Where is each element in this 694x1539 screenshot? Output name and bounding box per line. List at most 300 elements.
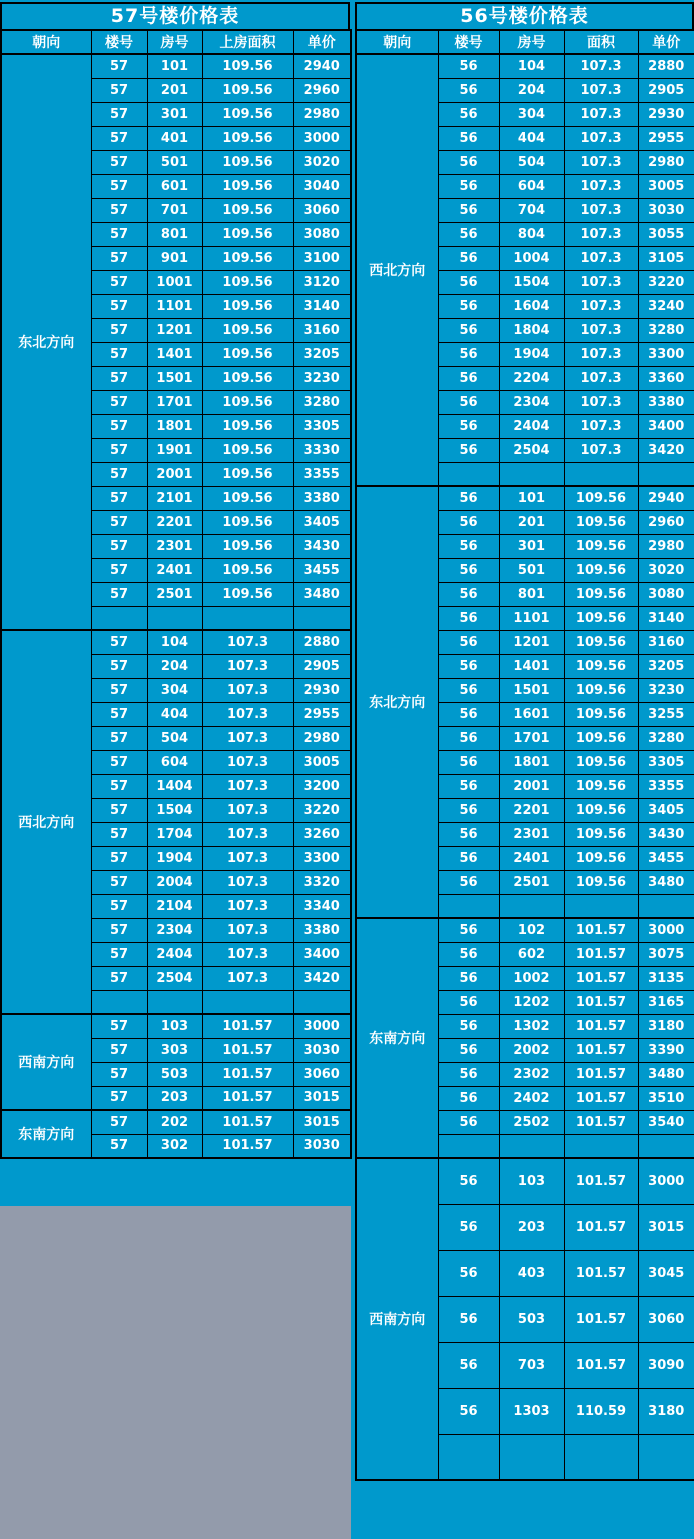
building-no-cell: 57 — [91, 318, 147, 342]
room-no-cell: 102 — [499, 918, 564, 942]
column-header-orientation: 朝向 — [356, 30, 438, 54]
room-no-cell: 2204 — [499, 366, 564, 390]
price-cell: 3220 — [293, 798, 351, 822]
price-cell: 3360 — [638, 366, 694, 390]
price-cell: 3255 — [638, 702, 694, 726]
area-cell: 109.56 — [564, 630, 638, 654]
area-cell: 109.56 — [202, 54, 293, 78]
area-cell: 109.56 — [202, 198, 293, 222]
building-no-cell: 57 — [91, 1110, 147, 1134]
area-cell: 101.57 — [564, 1014, 638, 1038]
building-no-cell: 56 — [438, 798, 499, 822]
price-cell: 2980 — [638, 534, 694, 558]
building-no-cell: 57 — [91, 798, 147, 822]
room-no-cell — [499, 894, 564, 918]
building-57-price-table — [0, 2, 350, 1159]
building-no-cell: 57 — [91, 558, 147, 582]
price-cell: 3015 — [293, 1086, 351, 1110]
building-no-cell: 57 — [91, 510, 147, 534]
table-row — [356, 54, 694, 78]
background-gray-area — [0, 1206, 351, 1539]
room-no-cell: 301 — [499, 534, 564, 558]
room-no-cell: 201 — [499, 510, 564, 534]
column-header-area: 上房面积 — [202, 30, 293, 54]
building-no-cell: 57 — [91, 894, 147, 918]
price-cell: 3000 — [293, 1014, 351, 1038]
building-no-cell: 57 — [91, 390, 147, 414]
area-cell: 109.56 — [564, 846, 638, 870]
price-cell: 3060 — [293, 198, 351, 222]
room-no-cell: 1804 — [499, 318, 564, 342]
price-cell: 3180 — [638, 1014, 694, 1038]
room-no-cell: 2502 — [499, 1110, 564, 1134]
room-no-cell: 901 — [147, 246, 202, 270]
room-no-cell: 1601 — [499, 702, 564, 726]
price-cell: 2955 — [293, 702, 351, 726]
building-no-cell: 56 — [438, 486, 499, 510]
building-no-cell: 56 — [438, 318, 499, 342]
price-cell: 3140 — [293, 294, 351, 318]
room-no-cell: 2401 — [147, 558, 202, 582]
price-cell: 3140 — [638, 606, 694, 630]
price-cell: 3230 — [293, 366, 351, 390]
room-no-cell: 1303 — [499, 1388, 564, 1434]
price-cell: 2980 — [293, 726, 351, 750]
orientation-cell: 东北方向 — [1, 54, 91, 630]
building-no-cell: 56 — [438, 102, 499, 126]
area-cell: 109.56 — [564, 774, 638, 798]
price-cell — [638, 462, 694, 486]
price-cell: 3100 — [293, 246, 351, 270]
column-header-price: 单价 — [293, 30, 351, 54]
room-no-cell: 301 — [147, 102, 202, 126]
room-no-cell: 1101 — [147, 294, 202, 318]
area-cell: 109.56 — [564, 798, 638, 822]
table-row — [356, 486, 694, 510]
area-cell: 107.3 — [564, 366, 638, 390]
room-no-cell: 2002 — [499, 1038, 564, 1062]
room-no-cell: 2404 — [147, 942, 202, 966]
room-no-cell: 1404 — [147, 774, 202, 798]
area-cell: 101.57 — [202, 1134, 293, 1158]
price-cell: 3300 — [638, 342, 694, 366]
building-no-cell: 57 — [91, 966, 147, 990]
area-cell: 101.57 — [564, 966, 638, 990]
orientation-cell: 西南方向 — [1, 1014, 91, 1110]
table-row — [1, 1014, 351, 1038]
area-cell: 101.57 — [564, 1158, 638, 1204]
price-cell: 3480 — [293, 582, 351, 606]
price-grid-56 — [355, 29, 694, 1481]
building-no-cell: 56 — [438, 942, 499, 966]
room-no-cell: 2501 — [499, 870, 564, 894]
building-no-cell: 56 — [438, 126, 499, 150]
room-no-cell: 2402 — [499, 1086, 564, 1110]
price-grid-57 — [0, 29, 352, 1159]
price-cell: 3280 — [293, 390, 351, 414]
room-no-cell: 204 — [147, 654, 202, 678]
price-cell — [293, 606, 351, 630]
price-cell: 3000 — [638, 918, 694, 942]
building-no-cell: 56 — [438, 1250, 499, 1296]
building-no-cell: 57 — [91, 846, 147, 870]
building-no-cell: 56 — [438, 966, 499, 990]
area-cell: 109.56 — [564, 582, 638, 606]
price-cell: 3120 — [293, 270, 351, 294]
area-cell: 107.3 — [564, 150, 638, 174]
area-cell: 107.3 — [564, 102, 638, 126]
area-cell: 107.3 — [564, 78, 638, 102]
price-cell: 2940 — [638, 486, 694, 510]
area-cell — [202, 606, 293, 630]
price-cell: 3260 — [293, 822, 351, 846]
area-cell: 109.56 — [202, 582, 293, 606]
building-no-cell: 57 — [91, 294, 147, 318]
room-no-cell: 504 — [499, 150, 564, 174]
price-cell: 3020 — [638, 558, 694, 582]
price-cell: 3180 — [638, 1388, 694, 1434]
orientation-cell: 西北方向 — [1, 630, 91, 1014]
area-cell: 109.56 — [564, 750, 638, 774]
price-cell: 3160 — [638, 630, 694, 654]
header-row — [356, 30, 694, 54]
room-no-cell: 2201 — [499, 798, 564, 822]
price-cell: 3030 — [293, 1038, 351, 1062]
room-no-cell: 501 — [499, 558, 564, 582]
area-cell: 109.56 — [202, 78, 293, 102]
area-cell: 107.3 — [564, 174, 638, 198]
building-no-cell: 56 — [438, 606, 499, 630]
room-no-cell: 304 — [147, 678, 202, 702]
area-cell: 107.3 — [202, 870, 293, 894]
building-no-cell: 57 — [91, 102, 147, 126]
building-no-cell — [438, 462, 499, 486]
price-cell: 3055 — [638, 222, 694, 246]
building-no-cell: 56 — [438, 150, 499, 174]
room-no-cell: 501 — [147, 150, 202, 174]
area-cell: 109.56 — [564, 606, 638, 630]
room-no-cell: 104 — [499, 54, 564, 78]
table-title-57: 57号楼价格表 — [0, 2, 350, 31]
area-cell: 107.3 — [564, 342, 638, 366]
price-cell: 3400 — [638, 414, 694, 438]
price-cell: 2905 — [638, 78, 694, 102]
room-no-cell: 604 — [147, 750, 202, 774]
room-no-cell: 1401 — [147, 342, 202, 366]
area-cell: 109.56 — [202, 342, 293, 366]
room-no-cell: 1201 — [147, 318, 202, 342]
room-no-cell: 404 — [499, 126, 564, 150]
building-no-cell: 57 — [91, 678, 147, 702]
building-no-cell: 56 — [438, 846, 499, 870]
column-header-room: 房号 — [147, 30, 202, 54]
price-cell: 3355 — [293, 462, 351, 486]
room-no-cell: 303 — [147, 1038, 202, 1062]
building-no-cell: 56 — [438, 1296, 499, 1342]
room-no-cell — [499, 1134, 564, 1158]
room-no-cell: 1504 — [499, 270, 564, 294]
orientation-cell: 西北方向 — [356, 54, 438, 486]
room-no-cell: 801 — [499, 582, 564, 606]
building-no-cell: 56 — [438, 438, 499, 462]
room-no-cell: 1002 — [499, 966, 564, 990]
price-cell: 2980 — [638, 150, 694, 174]
area-cell: 109.56 — [202, 462, 293, 486]
price-cell: 2880 — [293, 630, 351, 654]
price-cell: 3030 — [293, 1134, 351, 1158]
area-cell: 107.3 — [564, 246, 638, 270]
area-cell: 101.57 — [564, 1086, 638, 1110]
area-cell — [564, 894, 638, 918]
area-cell: 107.3 — [564, 390, 638, 414]
price-cell: 3165 — [638, 990, 694, 1014]
room-no-cell: 2101 — [147, 486, 202, 510]
area-cell: 109.56 — [202, 270, 293, 294]
building-no-cell: 57 — [91, 918, 147, 942]
room-no-cell: 1501 — [499, 678, 564, 702]
area-cell: 109.56 — [202, 222, 293, 246]
room-no-cell: 602 — [499, 942, 564, 966]
building-no-cell: 57 — [91, 366, 147, 390]
building-no-cell: 57 — [91, 1014, 147, 1038]
area-cell: 109.56 — [202, 390, 293, 414]
building-no-cell: 57 — [91, 726, 147, 750]
area-cell: 109.56 — [202, 246, 293, 270]
area-cell: 107.3 — [202, 774, 293, 798]
room-no-cell: 103 — [147, 1014, 202, 1038]
room-no-cell: 1704 — [147, 822, 202, 846]
price-cell: 3020 — [293, 150, 351, 174]
price-cell: 3230 — [638, 678, 694, 702]
building-no-cell: 57 — [91, 246, 147, 270]
building-no-cell: 56 — [438, 558, 499, 582]
price-cell: 2960 — [638, 510, 694, 534]
price-cell — [638, 894, 694, 918]
price-cell — [638, 1134, 694, 1158]
price-cell: 3420 — [638, 438, 694, 462]
area-cell: 107.3 — [564, 438, 638, 462]
room-no-cell: 2504 — [147, 966, 202, 990]
building-no-cell: 57 — [91, 54, 147, 78]
area-cell — [202, 990, 293, 1014]
area-cell: 109.56 — [202, 558, 293, 582]
price-cell: 3380 — [293, 918, 351, 942]
building-no-cell — [438, 1434, 499, 1480]
area-cell: 109.56 — [202, 486, 293, 510]
area-cell: 109.56 — [202, 150, 293, 174]
area-cell: 109.56 — [202, 294, 293, 318]
orientation-cell: 东南方向 — [1, 1110, 91, 1158]
room-no-cell — [499, 462, 564, 486]
price-cell: 3135 — [638, 966, 694, 990]
price-cell: 2930 — [293, 678, 351, 702]
building-no-cell: 56 — [438, 78, 499, 102]
orientation-cell: 西南方向 — [356, 1158, 438, 1480]
area-cell: 110.59 — [564, 1388, 638, 1434]
table-row — [356, 918, 694, 942]
price-cell: 3340 — [293, 894, 351, 918]
building-no-cell: 56 — [438, 1388, 499, 1434]
building-no-cell: 56 — [438, 1086, 499, 1110]
price-cell: 2980 — [293, 102, 351, 126]
price-cell: 3455 — [293, 558, 351, 582]
area-cell: 107.3 — [202, 630, 293, 654]
room-no-cell: 101 — [147, 54, 202, 78]
area-cell: 109.56 — [202, 318, 293, 342]
area-cell: 101.57 — [564, 918, 638, 942]
building-no-cell: 57 — [91, 630, 147, 654]
price-cell: 2940 — [293, 54, 351, 78]
building-no-cell — [91, 990, 147, 1014]
room-no-cell: 304 — [499, 102, 564, 126]
building-no-cell: 56 — [438, 1204, 499, 1250]
price-cell: 3480 — [638, 1062, 694, 1086]
room-no-cell: 2501 — [147, 582, 202, 606]
building-no-cell: 57 — [91, 582, 147, 606]
building-no-cell: 56 — [438, 1014, 499, 1038]
room-no-cell: 1701 — [499, 726, 564, 750]
area-cell: 109.56 — [202, 366, 293, 390]
header-row — [1, 30, 351, 54]
area-cell: 107.3 — [202, 702, 293, 726]
area-cell: 101.57 — [202, 1110, 293, 1134]
area-cell: 101.57 — [202, 1086, 293, 1110]
building-no-cell: 56 — [438, 198, 499, 222]
area-cell: 109.56 — [202, 534, 293, 558]
price-cell: 3075 — [638, 942, 694, 966]
building-no-cell: 57 — [91, 486, 147, 510]
room-no-cell: 1604 — [499, 294, 564, 318]
area-cell: 101.57 — [564, 1204, 638, 1250]
area-cell: 107.3 — [202, 894, 293, 918]
building-no-cell: 57 — [91, 822, 147, 846]
price-cell: 3430 — [293, 534, 351, 558]
building-no-cell: 56 — [438, 702, 499, 726]
price-cell: 3080 — [293, 222, 351, 246]
building-no-cell: 56 — [438, 174, 499, 198]
price-cell — [638, 1434, 694, 1480]
price-cell: 3320 — [293, 870, 351, 894]
area-cell: 107.3 — [202, 966, 293, 990]
room-no-cell: 302 — [147, 1134, 202, 1158]
table-row — [1, 630, 351, 654]
building-no-cell: 56 — [438, 54, 499, 78]
price-cell: 3040 — [293, 174, 351, 198]
area-cell: 109.56 — [202, 174, 293, 198]
room-no-cell: 2302 — [499, 1062, 564, 1086]
room-no-cell: 203 — [499, 1204, 564, 1250]
price-cell: 3015 — [293, 1110, 351, 1134]
building-no-cell: 56 — [438, 870, 499, 894]
room-no-cell: 403 — [499, 1250, 564, 1296]
area-cell: 109.56 — [202, 510, 293, 534]
building-no-cell: 56 — [438, 414, 499, 438]
area-cell: 101.57 — [564, 990, 638, 1014]
area-cell: 107.3 — [564, 126, 638, 150]
price-cell: 2930 — [638, 102, 694, 126]
table-row — [356, 1158, 694, 1204]
price-cell: 3240 — [638, 294, 694, 318]
price-cell: 3080 — [638, 582, 694, 606]
room-no-cell: 101 — [499, 486, 564, 510]
room-no-cell — [147, 606, 202, 630]
area-cell: 109.56 — [564, 486, 638, 510]
building-no-cell: 57 — [91, 414, 147, 438]
area-cell: 101.57 — [564, 1062, 638, 1086]
table-row — [1, 1110, 351, 1134]
price-cell: 3300 — [293, 846, 351, 870]
area-cell: 109.56 — [564, 726, 638, 750]
area-cell: 109.56 — [564, 678, 638, 702]
room-no-cell: 1501 — [147, 366, 202, 390]
building-no-cell: 56 — [438, 990, 499, 1014]
area-cell: 107.3 — [564, 222, 638, 246]
room-no-cell — [147, 990, 202, 1014]
price-cell: 3405 — [293, 510, 351, 534]
building-no-cell: 56 — [438, 246, 499, 270]
price-cell: 3400 — [293, 942, 351, 966]
area-cell: 107.3 — [202, 822, 293, 846]
table-row — [1, 54, 351, 78]
price-cell: 3000 — [293, 126, 351, 150]
area-cell: 109.56 — [564, 534, 638, 558]
price-cell: 3015 — [638, 1204, 694, 1250]
area-cell: 107.3 — [202, 918, 293, 942]
area-cell: 107.3 — [202, 654, 293, 678]
building-no-cell: 56 — [438, 750, 499, 774]
room-no-cell: 1801 — [147, 414, 202, 438]
area-cell: 101.57 — [564, 1038, 638, 1062]
price-cell: 3000 — [638, 1158, 694, 1204]
building-no-cell: 56 — [438, 222, 499, 246]
room-no-cell: 1901 — [147, 438, 202, 462]
price-cell: 3030 — [638, 198, 694, 222]
building-no-cell: 57 — [91, 702, 147, 726]
building-no-cell: 56 — [438, 342, 499, 366]
area-cell — [564, 462, 638, 486]
room-no-cell: 701 — [147, 198, 202, 222]
area-cell: 107.3 — [564, 198, 638, 222]
area-cell: 109.56 — [202, 126, 293, 150]
area-cell: 107.3 — [564, 414, 638, 438]
building-no-cell: 56 — [438, 1062, 499, 1086]
room-no-cell: 2301 — [499, 822, 564, 846]
building-no-cell: 57 — [91, 126, 147, 150]
building-no-cell: 56 — [438, 534, 499, 558]
room-no-cell: 2304 — [499, 390, 564, 414]
building-no-cell — [91, 606, 147, 630]
column-header-area: 面积 — [564, 30, 638, 54]
area-cell: 101.57 — [202, 1014, 293, 1038]
area-cell: 107.3 — [202, 726, 293, 750]
room-no-cell: 2001 — [147, 462, 202, 486]
area-cell — [564, 1434, 638, 1480]
area-cell: 101.57 — [564, 1296, 638, 1342]
price-cell: 3380 — [638, 390, 694, 414]
building-no-cell: 56 — [438, 822, 499, 846]
area-cell: 107.3 — [564, 270, 638, 294]
building-no-cell: 57 — [91, 1134, 147, 1158]
building-no-cell: 57 — [91, 462, 147, 486]
area-cell: 107.3 — [202, 942, 293, 966]
building-no-cell: 56 — [438, 1342, 499, 1388]
building-no-cell: 57 — [91, 174, 147, 198]
room-no-cell: 2001 — [499, 774, 564, 798]
building-no-cell: 57 — [91, 342, 147, 366]
room-no-cell: 202 — [147, 1110, 202, 1134]
building-no-cell: 57 — [91, 1086, 147, 1110]
room-no-cell: 703 — [499, 1342, 564, 1388]
